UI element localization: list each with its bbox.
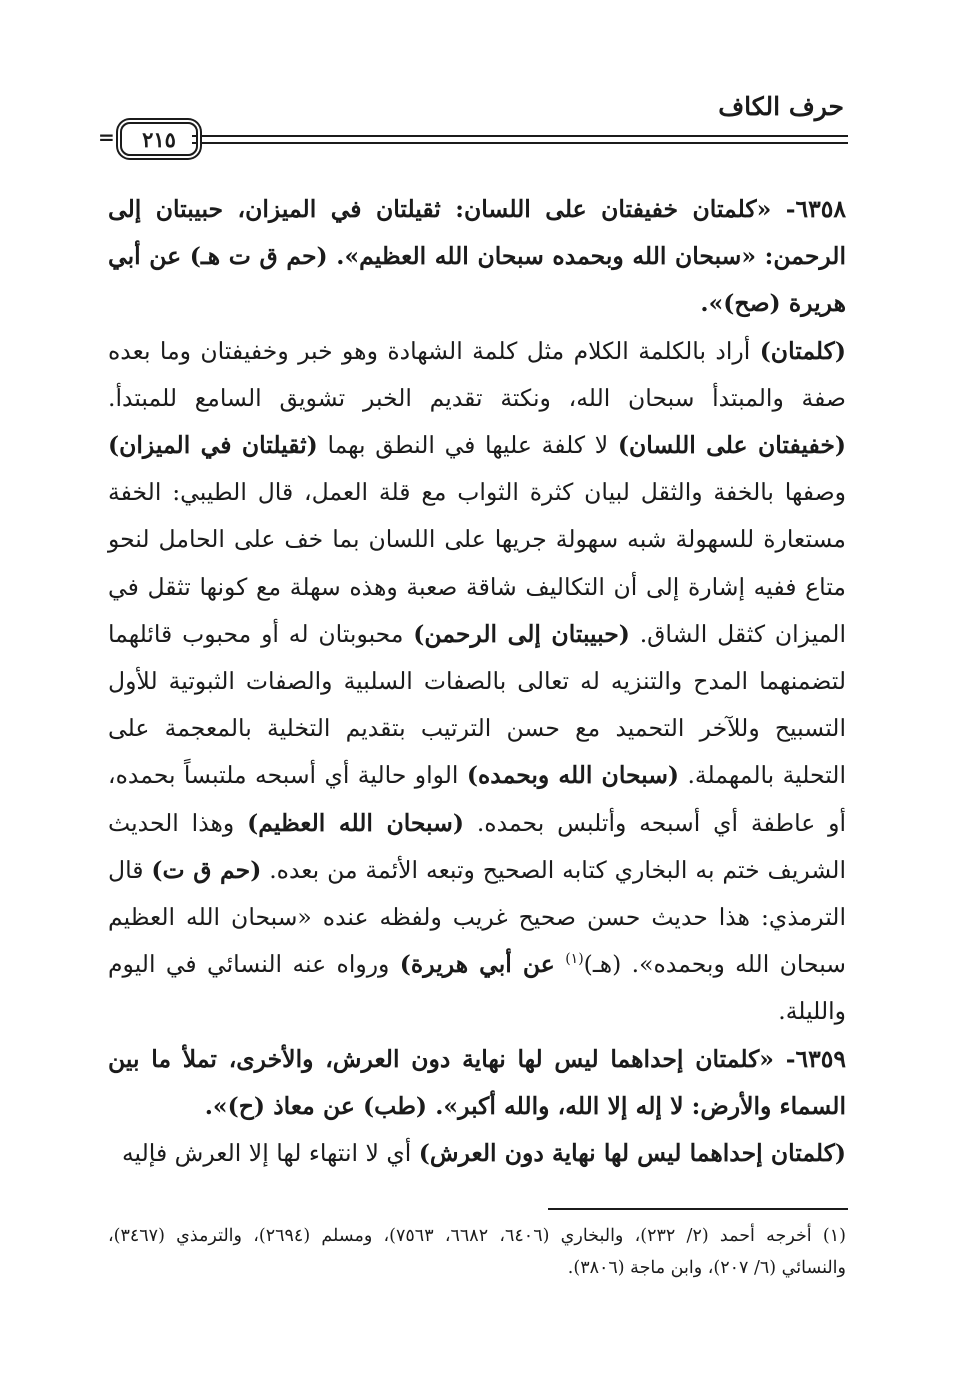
bold-phrase: (كلمتان إحداهما ليس لها نهاية دون العرش) (418, 1139, 846, 1168)
bold-phrase: (كلمتان) (759, 336, 846, 365)
footnote-text: (١) أخرجه أحمد (٢/ ٢٣٢)، والبخاري (٦٤٠٦، ٦٦٨٢، ٧٥٦٣)، ومسلم (٢٦٩٤)، والترمذي (٣٤٦٧)، والنسائي (٦/ ٢٠٧)، وابن ماجة (٣٨٠٦). (108, 1226, 846, 1278)
bold-phrase: (ثقيلتان في الميزان) (108, 431, 318, 460)
page-header-rule (98, 118, 848, 158)
edge-mark: = (98, 125, 115, 149)
bold-phrase: (حبيبتان إلى الرحمن) (413, 619, 630, 648)
text-run: أراد بالكلمة الكلام مثل كلمة الشهادة وهو خبر وخفيفتان وما بعده صفة والمبتدأ سبحان الله، ونكتة تقديم الخبر تشويق السامع للمبتدأ. (108, 336, 846, 412)
text-run: قال الترمذي: هذا حديث حسن صحيح غريب ولفظه عنده «سبحان الله العظيم سبحان الله وبحمده». (هـ) (108, 855, 846, 979)
double-rule (192, 135, 848, 144)
bold-phrase: (سبحان الله العظيم) (247, 808, 464, 837)
footnote (108, 1220, 846, 1284)
main-text (108, 186, 846, 1177)
text-run: ورواه عنه النسائي في اليوم والليلة. (108, 950, 846, 1026)
bold-phrase: (خفيفتان على اللسان) (617, 431, 846, 460)
text-run: محبوبتان له أو محبوب قائلهما لتضمنهما المدح والتنزيه له تعالى بالصفات السلبية والصفات الثبوتية للأول التسبيح وللآخر التحميد مع حسن الترتيب بتقديم التخلية بالمعجمة على التحلية بالمهملة. (108, 619, 846, 790)
text-run: وهذا الحديث الشريف ختم به البخاري كتابه الصحيح وتبعه الأئمة من بعده. (108, 808, 846, 884)
text-run: أي لا انتهاء لها إلا العرش فإليه (121, 1139, 419, 1168)
footnote-ref: (١) (565, 951, 584, 968)
text-run (555, 950, 565, 978)
paragraph (108, 328, 846, 1036)
bold-phrase: (سبحان الله وبحمده) (466, 761, 680, 790)
text-run: وصفها بالخفة والثقل لبيان كثرة الثواب مع قلة العمل، قال الطيبي: الخفة مستعارة للسهولة شبه سهولة جريها على اللسان بما خف على الحامل لنحو متاع ففيه إشارة إلى أن التكاليف شاقة صعبة وهذه سهلة مع كونها تثقل في الميزان كثقل الشاق. (108, 478, 846, 648)
text-run: لا كلفة عليها في النطق بهما (317, 431, 618, 460)
page-number: ٢١٥ (120, 122, 198, 156)
bold-phrase: ٦٣٥٨- «كلمتان خفيفتان على اللسان: ثقيلتان في الميزان، حبيبتان إلى الرحمن: «سبحان الله وبحمده سبحان الله العظيم». (حم ق ت هـ) عن أبي هريرة (صح)». (108, 195, 846, 318)
paragraph (108, 1130, 846, 1177)
paragraph (108, 186, 846, 328)
footnote-separator (548, 1208, 848, 1210)
text-run: الواو حالية أي أسبحه ملتبساً بحمده، أو عاطفة أي أسبحه وأتلبس بحمده. (108, 761, 846, 837)
bold-phrase: عن أبي هريرة) (399, 950, 555, 979)
bold-phrase: (حم ق ت) (151, 855, 262, 884)
paragraph (108, 1036, 846, 1130)
running-title: حرف الكاف (718, 92, 844, 121)
bold-phrase: ٦٣٥٩- «كلمتان إحداهما ليس لها نهاية دون العرش، والأخرى، تملأ ما بين السماء والأرض: لا إله إلا الله، والله أكبر». (طب) عن معاذ (ح)». (108, 1044, 846, 1120)
